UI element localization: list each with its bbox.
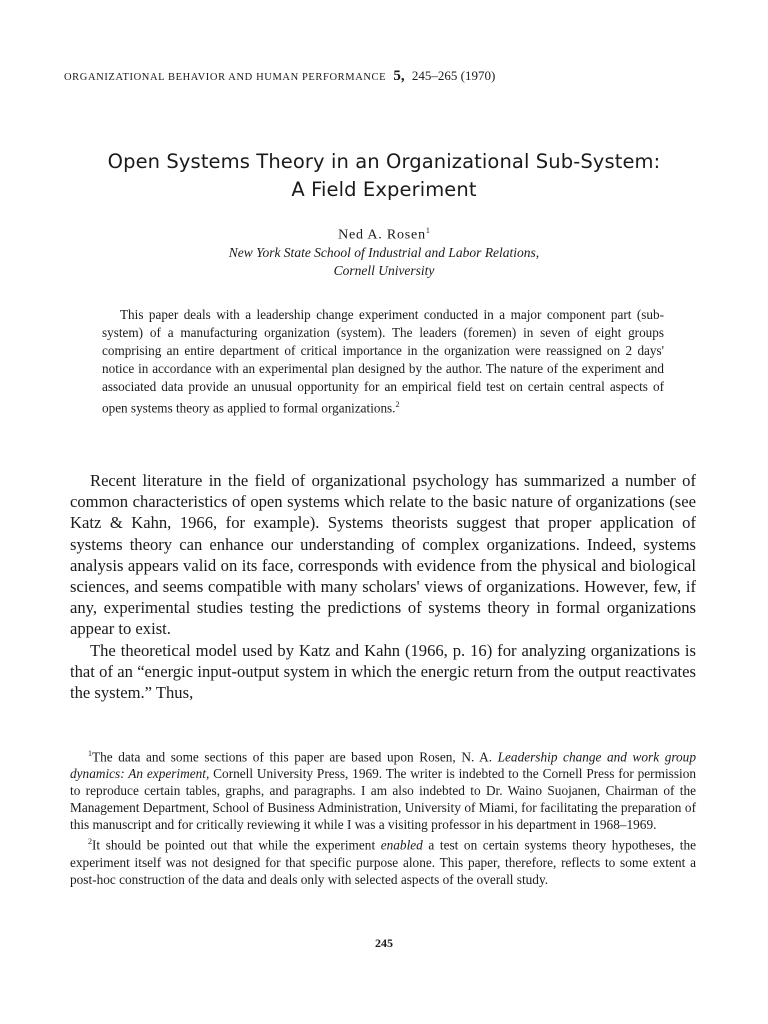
body-paragraph-1: Recent literature in the field of organizational psychology has summarized a number of common characteristics of open systems which relate to the basic nature of organizations (see Katz & Kahn, 1966, for example). Systems theorists suggest that proper application of systems theory can enhance our understanding of complex organizations. Indeed, systems analysis appears valid on its face, corresponds with evidence from the physical and biological sciences, and seems compatible with many scholars' views of organizations. However, few, if any, experimental studies testing the predictions of systems theory in formal organizations appear to exist. [70,471,696,639]
footnote-2 [70,833,696,887]
running-head [64,68,704,85]
abstract-footnote-mark: 2 [395,400,400,409]
journal-name: ORGANIZATIONAL BEHAVIOR AND HUMAN PERFORMANCE [64,72,387,83]
page-number: 245 [375,936,393,950]
affiliation-line-1: New York State School of Industrial and Labor Relations, [228,245,540,260]
footnote-2-mark: 2 [88,837,92,847]
footnote-2-text-post: a test on certain systems theory hypotheses, the experiment itself was not designed for that specific purpose alone. This paper, therefore, reflects to some extent a post-hoc construction of the data and deals only with selected aspects of the overall study. [70,837,697,887]
author-affiliation [40,244,728,280]
body-paragraph-2: The theoretical model used by Katz and Kahn (1966, p. 16) for analyzing organizations is that of an “energic input-output system in which the energic return from the output reactivates the system.” Thus, [70,640,696,703]
footnote-1-mark: 1 [88,749,92,758]
footnote-2-text-pre: It should be pointed out that while the experiment [92,837,381,853]
footnote-1-text-pre: The data and some sections of this paper are based upon Rosen, N. A. [92,749,498,765]
article-title [40,148,728,204]
author-footnote-mark: 1 [425,226,430,235]
footnote-1 [70,745,696,833]
footnote-2-emphasis: enabled [380,837,423,853]
title-line-1: Open Systems Theory in an Organizational Sub-System: [107,150,661,173]
abstract [102,306,664,417]
footnote-1-book-title: Leadership change and work group dynamics: An experiment, [70,749,696,782]
body-text [70,470,696,703]
footnotes [70,745,696,888]
affiliation-line-2: Cornell University [333,263,435,278]
volume-number: 5, [393,68,405,84]
page-range-year: 245–265 (1970) [411,68,496,83]
author-name: Ned A. Rosen [338,227,426,243]
title-line-2: A Field Experiment [291,178,477,201]
author-byline [40,226,728,244]
footnote-1-text-post: Cornell University Press, 1969. The writer is indebted to the Cornell Press for permission to reproduce certain tables, graphs, and paragraphs. I am also indebted to Dr. Waino Suojanen, Chairman of the Management Department, School of Business Administration, University of Miami, for facilitating the preparation of this manuscript and for critically reviewing it while I was a visiting professor in his department in 1968–1969. [70,766,696,833]
abstract-text: This paper deals with a leadership change experiment conducted in a major component part (sub-system) of a manufacturing organization (system). The leaders (foremen) in seven of eight groups comprising an entire department of critical importance in the organization were reassigned on 2 days' notice in accordance with an experimental plan designed by the author. The nature of the experiment and associated data provide an unusual opportunity for an empirical field test on certain central aspects of open systems theory as applied to formal organizations. [102,307,664,416]
